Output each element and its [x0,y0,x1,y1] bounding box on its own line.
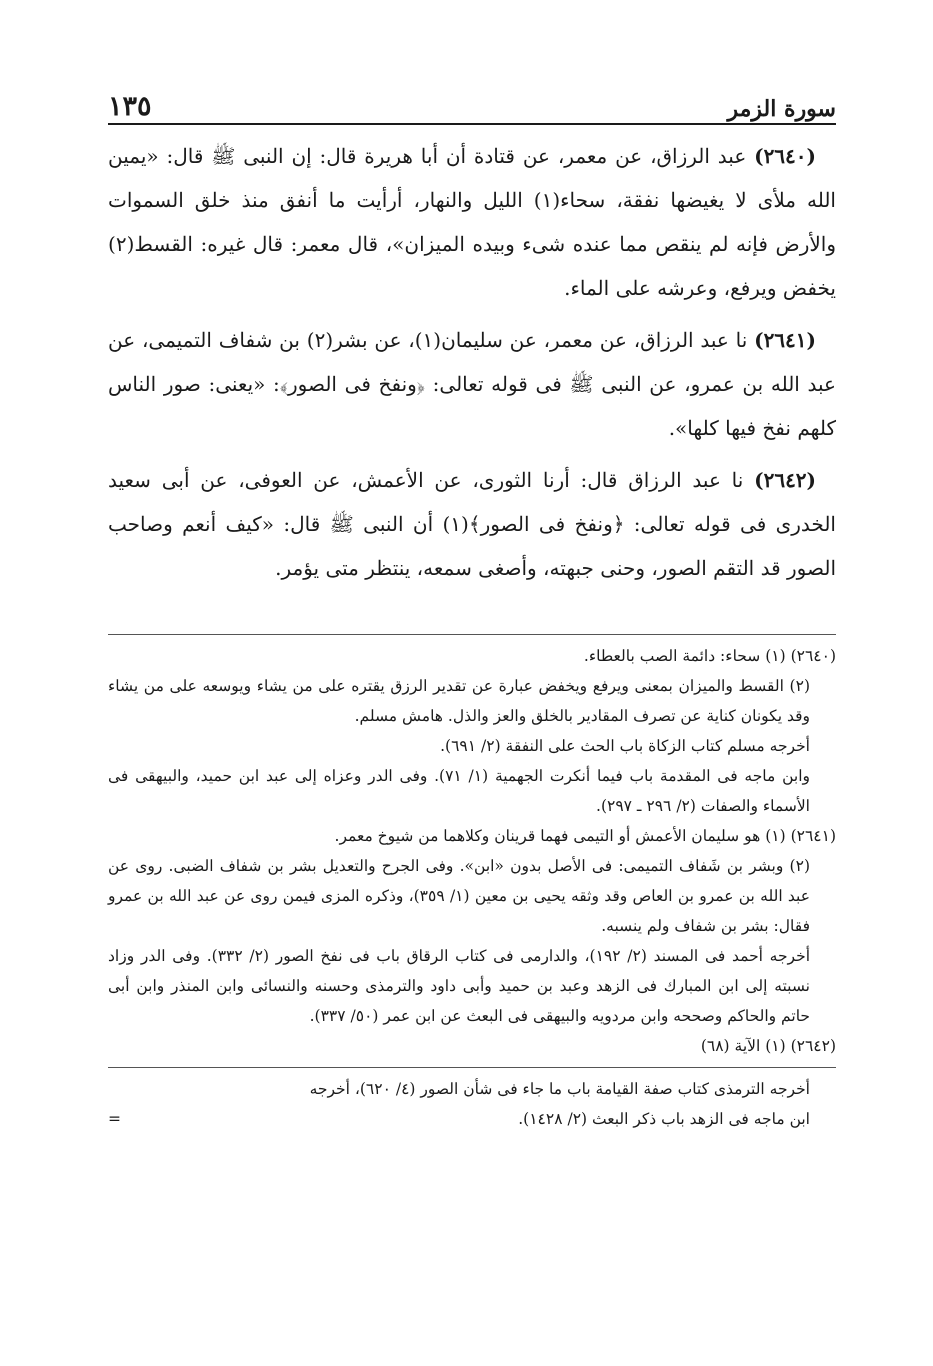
header-rule [108,123,836,125]
page-number: ١٣٥ [108,91,152,122]
surah-title: سورة الزمر [727,96,836,122]
hadith-2641 [108,318,836,450]
footnote-2640-2: (٢) القسط والميزان بمعنى ويرفع ويخفض عبارة عن تقدير الرزق يقتره على من يشاء ويوسعه على من يشاء وقد يكونان كناية عن تصرف المقادير بالخلق والعز والذل. هامش مسلم. [108,677,810,725]
footnotes [108,628,836,1134]
footnote-2641-takhrij: أخرجه أحمد فى المسند (٢/ ١٩٢)، والدارمى فى كتاب الرقاق باب فى نفخ الصور (٢/ ٣٣٢). وفى الدر وزاد نسبته إلى ابن المبارك فى الزهد وعبد بن حميد وأبى داود والترمذى وحسنه والنسائى وابن المنذر وابن أبى حاتم والحاكم وصححه وابن مردويه والبيهقى فى البعث عن ابن عمر (٥٠/ ٣٣٧). [108,947,811,1025]
footnote-2640-takhrij-2: وابن ماجه فى المقدمة باب فيما أنكرت الجهمية (١/ ٧١). وفى الدر وعزاه إلى عبد ابن حميد، والبيهقى فى الأسماء والصفات (٢/ ٢٩٦ ـ ٢٩٧). [108,767,811,815]
hadith-2640 [108,134,836,310]
footnote-2642-takhrij-a: أخرجه الترمذى كتاب صفة القيامة باب ما جاء فى شأن الصور (٤/ ٦٢٠)، أخرجه [309,1080,810,1098]
footnote-2641-2: (٢) وبشر بن شَفاف التميمى: فى الأصل بدون «ابن». وفى الجرح والتعديل بشر بن شفاف الضبى. روى عن عبد الله بن عمرو بن العاص وقد وثقه يحيى بن معين (١/ ٣٥٩)، وذكره المزى فيمن روى عن عبد الله بن عمرو فقال: بشر بن شفاف ولم ينسبه. [108,857,810,935]
footnote-separator [108,634,836,635]
hadith-text: نا عبد الرزاق قال: أرنا الثورى، عن الأعمش، عن العوفى، عن أبى سعيد الخدرى فى قوله تعالى: ﴿ونفخ فى الصور﴾(١) أن النبى ﷺ قال: «كيف أنعم وصاحب الصور قد التقم الصور، وحنى جبهته، وأصغى سمعه، ينتظر متى يؤمر. [108,468,836,580]
hadith-text: نا عبد الرزاق، عن معمر، عن سليمان(١)، عن بشر(٢) بن شفاف التميمى، عن عبد الله بن عمرو، عن النبى ﷺ فى قوله تعالى: ﴿ونفخ فى الصور﴾: «يعنى: صور الناس كلهم نفخ فيها كلها». [108,328,836,440]
footnote-2642-1: (٢٦٤٢) (١) الآية (٦٨) [700,1037,836,1055]
footnote-2640-takhrij-1: أخرجه مسلم كتاب الزكاة باب الحث على النفقة (٢/ ٦٩١). [440,737,810,755]
footnote-2642-takhrij-b: ابن ماجه فى الزهد باب ذكر البعث (٢/ ١٤٢٨). [518,1110,810,1128]
footnote-2642-last-line [108,1104,836,1134]
footnote-2641-1: (٢٦٤١) (١) هو سليمان الأعمش أو التيمى فهما قرينان وكلاهما من شيوخ معمر. [334,827,836,845]
hadith-number: (٢٦٤٠) [754,144,816,168]
hadith-text: عبد الرزاق، عن معمر، عن قتادة أن أبا هريرة قال: إن النبى ﷺ قال: «يمين الله ملأى لا يغيضها نفقة، سحاء(١) الليل والنهار، أرأيت ما أنفق منذ خلق السموات والأرض فإنه لم ينقص مما عنده شىء وبيده الميزان»، قال معمر: قال غيره: القسط(٢) يخفض ويرفع، وعرشه على الماء. [108,144,836,300]
footnote-2640-1: (٢٦٤٠) (١) سحاء: دائمة الصب بالعطاء. [583,647,836,665]
hadith-2642 [108,458,836,590]
footnote-separator [108,1067,836,1068]
main-text [108,134,836,598]
continuation-mark: = [108,1110,121,1128]
hadith-number: (٢٦٤١) [754,328,816,352]
page-header [108,80,836,120]
hadith-number: (٢٦٤٢) [754,468,817,492]
